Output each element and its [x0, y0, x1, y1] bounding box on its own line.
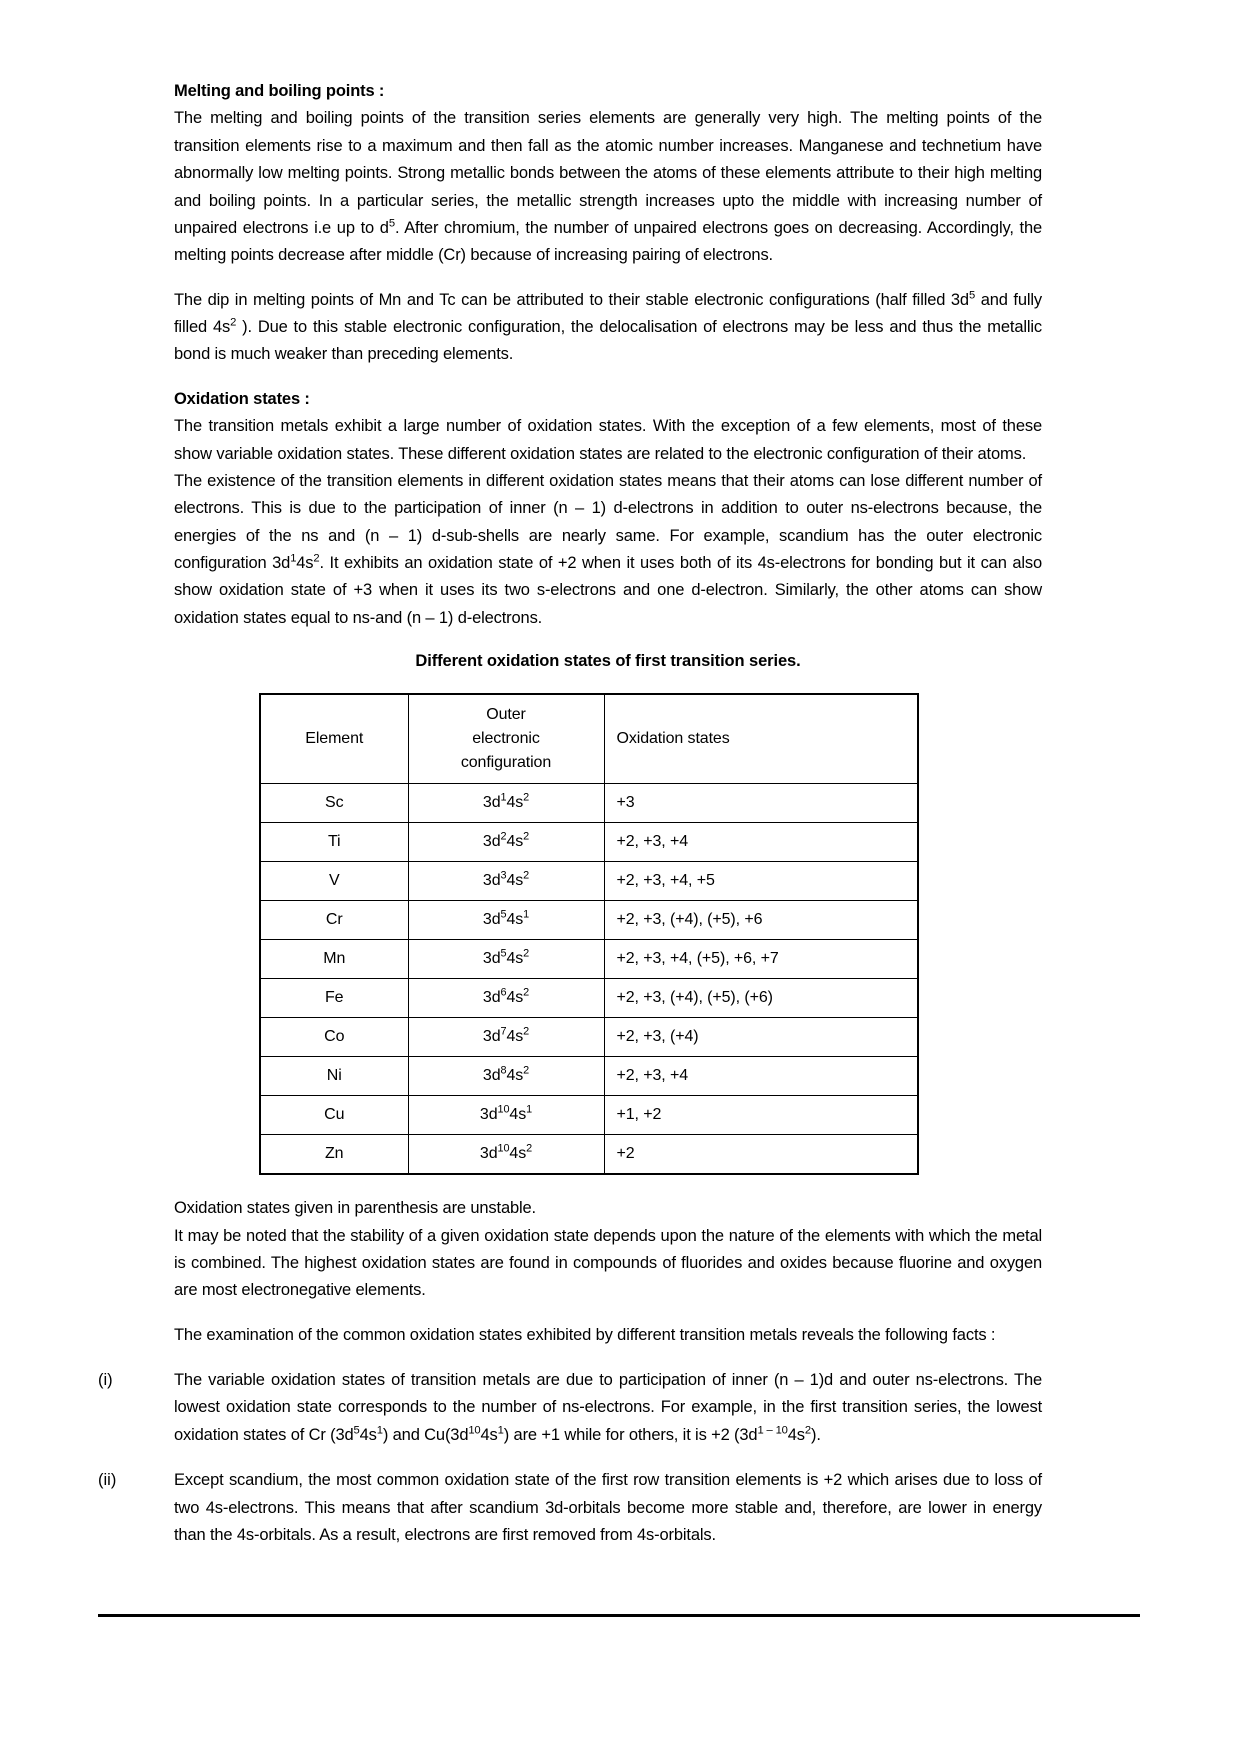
- list-text-b: 4s: [359, 1425, 377, 1444]
- list-sup-3: 10: [468, 1424, 481, 1437]
- cell-configuration: [408, 1057, 604, 1096]
- config-d-count: 7: [500, 1025, 507, 1038]
- table-caption: Different oxidation states of first transition series.: [415, 652, 801, 671]
- config-d-shell: 3d: [482, 950, 501, 968]
- table-header-row: [260, 694, 918, 784]
- footer-divider: [98, 1614, 1140, 1617]
- config-s-shell: 4s: [506, 950, 524, 968]
- cell-element: Mn: [260, 940, 408, 979]
- list-text-a: The variable oxidation states of transition metals are due to participation of inner (n – 1)d and outer ns-electrons. The lowest oxidation state corresponds to the number of ns-electrons. For example, in the first transition series, the lowest oxidation states of Cr (3d: [174, 1371, 1042, 1444]
- spacer: [174, 270, 1042, 287]
- note-parenthesis: Oxidation states given in parenthesis are unstable.: [174, 1199, 536, 1218]
- note-examination: The examination of the common oxidation states exhibited by different transition metals reveals the following facts :: [174, 1325, 996, 1344]
- config-d-count: 10: [497, 1142, 510, 1155]
- config-s-shell: 4s: [506, 1028, 524, 1046]
- list-text-a: Except scandium, the most common oxidation state of the first row transition elements is +2 which arises due to loss of two 4s-electrons. This means that after scandium 3d-orbitals become more stable and, therefore, are lower in energy than the 4s-orbitals. As a result, electrons are first removed from 4s-orbitals.: [174, 1471, 1042, 1544]
- config-header-line-1: Outer: [486, 706, 526, 724]
- config-s-shell: 4s: [506, 1067, 524, 1085]
- cell-configuration: [408, 1135, 604, 1175]
- oxidation-paragraph-1: The transition metals exhibit a large number of oxidation states. With the exception of a few elements, most of these show variable oxidation states. These different oxidation states are related to the electronic configuration of their atoms.: [174, 417, 1042, 463]
- table-body: [260, 784, 918, 1175]
- config-s-count: 1: [523, 908, 530, 921]
- config-header-line-2: electronic: [472, 730, 540, 748]
- table-row: [260, 901, 918, 940]
- config-d-count: 3: [500, 869, 507, 882]
- cell-configuration: [408, 1096, 604, 1135]
- list-text-d: 4s: [480, 1425, 498, 1444]
- cell-oxidation-states: +3: [604, 784, 918, 823]
- table-row: [260, 1057, 918, 1096]
- list-item-marker: (i): [98, 1371, 113, 1389]
- list-text-g: ).: [810, 1425, 821, 1444]
- melting-p1-superscript: 5: [388, 217, 395, 230]
- note-stability: It may be noted that the stability of a given oxidation state depends upon the nature of the elements with which the metal is combined. The highest oxidation states are found in compounds of fluorides and oxides because fluorine and oxygen are most electronegative elements.: [174, 1226, 1042, 1300]
- melting-p2-superscript-1: 5: [968, 289, 976, 302]
- list-item: [98, 1367, 1042, 1449]
- cell-configuration: [408, 979, 604, 1018]
- list-item: [98, 1467, 1042, 1549]
- document-content: [98, 78, 1043, 1549]
- after-table-notes: [174, 1195, 1042, 1349]
- list-sup-5: 1 – 10: [757, 1424, 788, 1437]
- cell-element: Ti: [260, 823, 408, 862]
- oxidation-p2-superscript-2: 2: [313, 552, 320, 565]
- table-row: [260, 1096, 918, 1135]
- config-header-line-3: configuration: [460, 754, 552, 772]
- column-header-oxidation-states: Oxidation states: [604, 694, 918, 784]
- config-d-shell: 3d: [482, 1028, 501, 1046]
- config-s-shell: 4s: [509, 1145, 527, 1163]
- table-row: [260, 862, 918, 901]
- melting-boiling-heading: Melting and boiling points :: [174, 82, 385, 100]
- config-d-count: 2: [500, 830, 507, 843]
- config-s-shell: 4s: [506, 833, 524, 851]
- oxidation-p2-superscript-1: 1: [290, 552, 297, 565]
- config-d-count: 1: [500, 791, 507, 804]
- cell-oxidation-states: +2, +3, +4: [604, 823, 918, 862]
- cell-oxidation-states: +2: [604, 1135, 918, 1175]
- list-sup-4: 1: [497, 1424, 504, 1437]
- config-d-count: 5: [500, 908, 507, 921]
- spacer: [174, 369, 1042, 386]
- oxidation-p2-text-b: 4s: [296, 554, 314, 572]
- cell-element: Co: [260, 1018, 408, 1057]
- config-d-count: 5: [500, 947, 507, 960]
- oxidation-p2-text-c: . It exhibits an oxidation state of +2 when it uses both of its 4s-electrons for bonding but it can also show oxidation state of +3 when it uses its two s-electrons and one d-electron. Similarly, the other atoms can show oxidation states equal to ns-and (n – 1) d-electrons.: [174, 554, 1042, 627]
- config-s-count: 2: [523, 1064, 530, 1077]
- list-item-text: [174, 1467, 1042, 1549]
- table-row: [260, 1018, 918, 1057]
- config-d-count: 10: [497, 1103, 510, 1116]
- config-s-shell: 4s: [506, 794, 524, 812]
- config-s-count: 2: [523, 947, 530, 960]
- config-s-count: 2: [523, 791, 530, 804]
- oxidation-states-heading: Oxidation states :: [174, 389, 310, 408]
- config-d-shell: 3d: [482, 833, 501, 851]
- config-s-shell: 4s: [506, 989, 524, 1007]
- list-text-f: 4s: [787, 1425, 805, 1444]
- cell-element: Sc: [260, 784, 408, 823]
- cell-configuration: [408, 940, 604, 979]
- list-sup-1: 5: [353, 1424, 360, 1437]
- cell-oxidation-states: +2, +3, +4: [604, 1057, 918, 1096]
- cell-configuration: [408, 901, 604, 940]
- config-s-count: 2: [526, 1142, 533, 1155]
- cell-element: Ni: [260, 1057, 408, 1096]
- cell-oxidation-states: +2, +3, (+4), (+5), +6: [604, 901, 918, 940]
- melting-paragraph-1: [174, 105, 1042, 269]
- config-s-count: 2: [523, 830, 530, 843]
- config-d-shell: 3d: [482, 1067, 501, 1085]
- config-d-shell: 3d: [482, 989, 501, 1007]
- cell-oxidation-states: +2, +3, +4, (+5), +6, +7: [604, 940, 918, 979]
- config-s-shell: 4s: [506, 872, 524, 890]
- config-d-shell: 3d: [482, 794, 501, 812]
- config-s-count: 1: [526, 1103, 533, 1116]
- cell-element: Cu: [260, 1096, 408, 1135]
- oxidation-p2-text-a: The existence of the transition elements in different oxidation states means that their atoms can lose different number of electrons. This is due to the participation of inner (n – 1) d-electrons in addition to outer ns-electrons because, the energies of the ns and (n – 1) d-sub-shells are nearly same. For example, scandium has the outer electronic configuration 3d: [174, 471, 1042, 572]
- config-s-shell: 4s: [506, 911, 524, 929]
- config-d-count: 6: [500, 986, 507, 999]
- cell-oxidation-states: +1, +2: [604, 1096, 918, 1135]
- cell-element: V: [260, 862, 408, 901]
- list-item-marker: (ii): [98, 1471, 117, 1490]
- cell-oxidation-states: +2, +3, (+4), (+5), (+6): [604, 979, 918, 1018]
- table-row: [260, 979, 918, 1018]
- cell-configuration: [408, 862, 604, 901]
- cell-configuration: [408, 823, 604, 862]
- config-s-count: 2: [523, 1025, 530, 1038]
- melting-paragraph-2: [174, 287, 1042, 369]
- list-text-e: ) are +1 while for others, it is +2 (3d: [503, 1425, 758, 1444]
- cell-element: Zn: [260, 1135, 408, 1175]
- column-header-element: Element: [260, 694, 408, 784]
- melting-p1-text-a: The melting and boiling points of the transition series elements are generally very high. The melting points of the transition elements rise to a maximum and then fall as the atomic number increases. Manganese and technetium have abnormally low melting points. Strong metallic bonds between the atoms of these elements attribute to their high melting and boiling points. In a particular series, the metallic strength increases upto the middle with increasing number of unpaired electrons i.e up to d: [174, 109, 1042, 237]
- oxidation-states-table: [259, 693, 919, 1175]
- config-d-shell: 3d: [482, 911, 501, 929]
- config-d-shell: 3d: [479, 1106, 498, 1124]
- list-sup-6: 2: [804, 1424, 811, 1437]
- cell-oxidation-states: +2, +3, (+4): [604, 1018, 918, 1057]
- config-d-count: 8: [500, 1064, 507, 1077]
- cell-configuration: [408, 784, 604, 823]
- cell-oxidation-states: +2, +3, +4, +5: [604, 862, 918, 901]
- cell-configuration: [408, 1018, 604, 1057]
- melting-p2-superscript-2: 2: [230, 316, 237, 329]
- melting-p2-text-c: ). Due to this stable electronic configuration, the delocalisation of electrons may be less and thus the metallic bond is much weaker than preceding elements.: [174, 318, 1042, 364]
- table-row: [260, 1135, 918, 1175]
- numbered-list: [98, 1367, 1042, 1549]
- melting-p1-text-b: . After chromium, the number of unpaired electrons goes on decreasing. Accordingly, the melting points decrease after middle (Cr) because of increasing pairing of electrons.: [174, 218, 1043, 265]
- list-item-text: [174, 1367, 1042, 1449]
- column-header-configuration: [408, 694, 604, 784]
- list-sup-2: 1: [376, 1424, 383, 1437]
- config-s-shell: 4s: [509, 1106, 527, 1124]
- oxidation-paragraph-2: [174, 468, 1042, 632]
- cell-element: Fe: [260, 979, 408, 1018]
- config-d-shell: 3d: [482, 872, 501, 890]
- table-row: [260, 784, 918, 823]
- table-row: [260, 823, 918, 862]
- melting-p2-text-b: and fully filled 4s: [174, 290, 1042, 336]
- config-s-count: 2: [523, 869, 530, 882]
- cell-element: Cr: [260, 901, 408, 940]
- table-head: [260, 694, 918, 784]
- config-s-count: 2: [523, 986, 530, 999]
- config-d-shell: 3d: [479, 1145, 498, 1163]
- melting-p2-text-a: The dip in melting points of Mn and Tc can be attributed to their stable electronic configurations (half filled 3d: [174, 290, 969, 309]
- list-text-c: ) and Cu(3d: [382, 1425, 469, 1444]
- table-row: [260, 940, 918, 979]
- spacer: [174, 1305, 1042, 1322]
